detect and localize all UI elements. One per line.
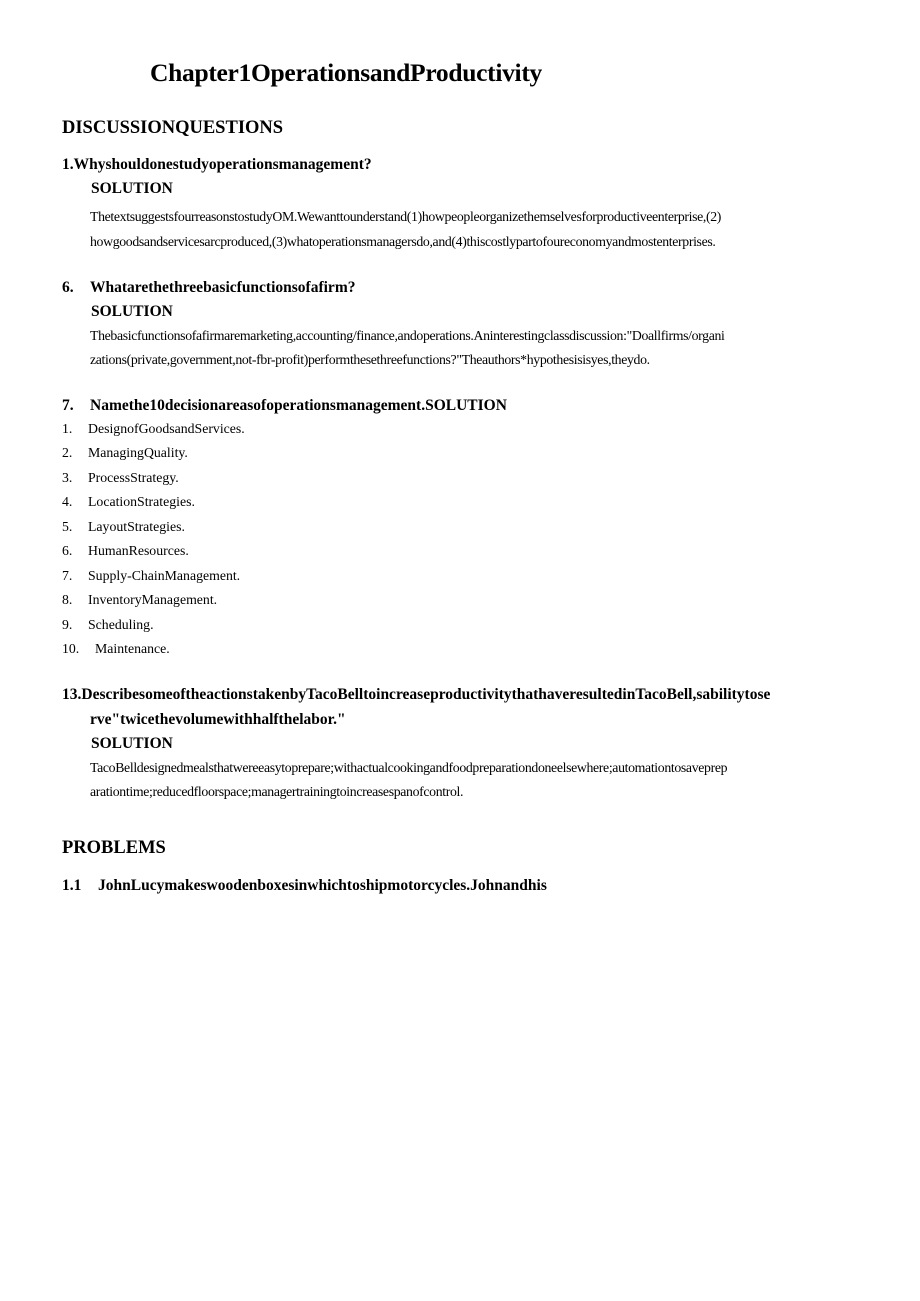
answer-1-line-2: howgoodsandservicesarcproduced,(3)whatoperationsmanagersdo,and(4)thiscostlypartofoureconomyandmostenterprises. [90,234,716,249]
list-item: 2. ManagingQuality. [62,445,188,460]
list-item: 6. HumanResources. [62,543,189,558]
question-6: Whatarethethreebasicfunctionsofafirm? [90,279,356,296]
list-item: 10. Maintenance. [62,641,170,656]
list-item: 8. InventoryManagement. [62,592,218,607]
answer-6-line-1: Thebasicfunctionsofafirmaremarketing,accounting/finance,andoperations.Aninterestingclassdiscussion:"Doallfirms/organi [90,328,725,343]
discussion-heading: DISCUSSIONQUESTIONS [62,118,284,138]
list-item: 5. LayoutStrategies. [62,519,185,534]
question-13-line-2: rve"twicethevolumewithhalfthelabor." [90,711,346,728]
solution-label-6: SOLUTION [91,303,173,320]
answer-13-line-1: TacoBelldesignedmealsthatwereeasytoprepare;withactualcookingandfoodpreparationdoneelsewhere;automationtosaveprep [90,760,728,775]
question-1: 1.Whyshouldonestudyoperationsmanagement? [62,156,372,173]
list-item: 3. ProcessStrategy. [62,470,179,485]
list-item: 4. LocationStrategies. [62,494,195,509]
answer-6-line-2: zations(private,government,not-fbr-profit)performthesethreefunctions?"Theauthors*hypothesisisyes,theydo. [90,352,650,367]
problems-heading: PROBLEMS [62,838,166,858]
list-item: 9. Scheduling. [62,617,154,632]
problem-1-1-text: JohnLucymakeswoodenboxesinwhichtoshipmotorcycles.Johnandhis [98,877,547,894]
question-7: Namethe10decisionareasofoperationsmanagement.SOLUTION [90,397,507,414]
solution-label-1: SOLUTION [91,180,173,197]
answer-1-line-1: ThetextsuggestsfourreasonstostudyOM.Wewanttounderstand(1)howpeopleorganizethemselvesforproductiveenterprise,(2) [90,209,722,224]
problem-1-1-number: 1.1 [62,877,82,894]
question-7-number: 7. [62,397,74,414]
question-13-line-1: 13.DescribesomeoftheactionstakenbyTacoBelltoincreaseproductivitythathaveresultedinTacoBell,sabilitytose [62,686,771,703]
solution-label-13: SOLUTION [91,735,173,752]
question-6-number: 6. [62,279,74,296]
list-item: 1. DesignofGoodsandServices. [62,421,245,436]
list-item: 7. Supply-ChainManagement. [62,568,241,583]
answer-13-line-2: arationtime;reducedfloorspace;managertrainingtoincreasespanofcontrol. [90,784,464,799]
page-title: Chapter1OperationsandProductivity [150,58,542,87]
